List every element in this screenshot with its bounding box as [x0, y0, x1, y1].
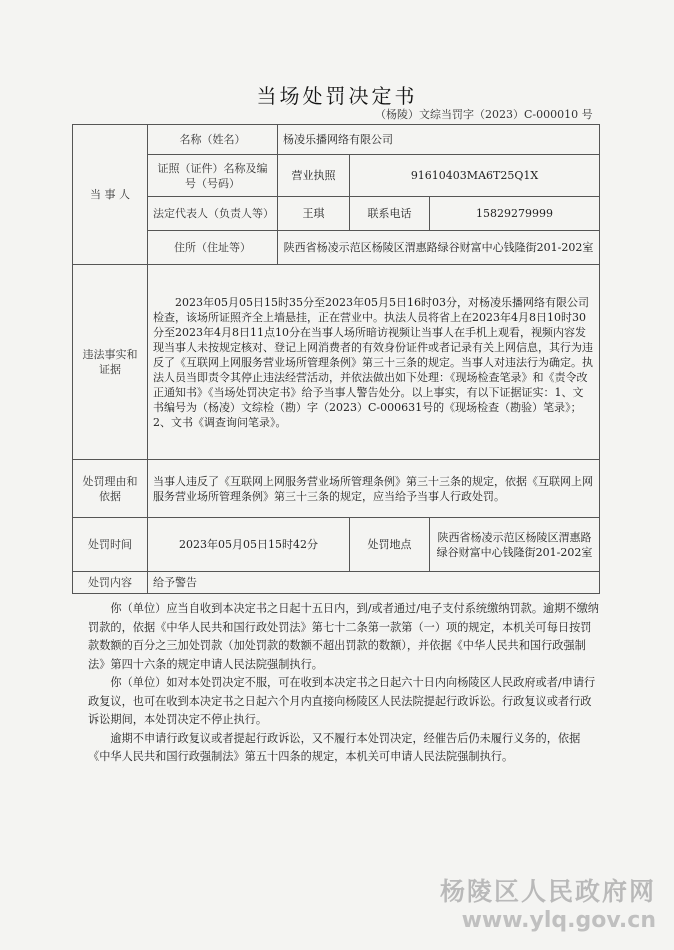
name-value: 杨凌乐播网络有限公司 [278, 125, 600, 155]
phone-label: 联系电话 [350, 197, 430, 231]
time-value: 2023年05月05日15时42分 [148, 518, 350, 572]
document-title: 当场处罚决定书 [256, 84, 418, 108]
place-label: 处罚地点 [350, 518, 430, 572]
basis-label: 处罚理由和依据 [73, 460, 148, 518]
address-value: 陕西省杨凌示范区杨陵区渭惠路绿谷财富中心钱隆街201-202室 [278, 231, 600, 265]
notice-block [88, 600, 600, 767]
document-number: （杨陵）文综当罚字（2023）C-000010 号 [375, 108, 593, 121]
notice-paragraph: 你（单位）如对本处罚决定不服，可在收到本决定书之日起六十日内向杨陵区人民政府或者/申请行政复议，也可在收到本决定书之日起六个月内直接向杨陵区人民法院提起行政诉讼。行政复议或者行政诉讼期间，本处罚决定不停止执行。 [88, 676, 596, 726]
facts-label: 违法事实和证据 [73, 265, 148, 460]
phone-value: 15829279999 [430, 197, 600, 231]
time-label: 处罚时间 [73, 518, 148, 572]
name-label: 名称（姓名） [148, 125, 278, 155]
content-label: 处罚内容 [73, 572, 148, 594]
watermark-url: www.ylq.gov.cn [461, 908, 656, 933]
place-value: 陕西省杨凌示范区杨陵区渭惠路绿谷财富中心钱隆街201-202室 [430, 518, 600, 572]
id-number: 91610403MA6T25Q1X [350, 155, 600, 197]
representative-value: 王琪 [278, 197, 350, 231]
watermark-title: 杨陵区人民政府网 [439, 877, 656, 906]
notice-paragraph: 你（单位）应当自收到本决定书之日起十五日内，到/或者通过/电子支付系统缴纳罚款。逾期不缴纳罚款的，依据《中华人民共和国行政处罚法》第七十二条第一款第（一）项的规定，本机关可每日按罚款数额的百分之三加处罚款（加处罚款的数额不超出罚款的数额），并依据《中华人民共和国行政强制法》第四十六条的规定申请人民法院强制执行。 [88, 602, 599, 671]
id-type: 营业执照 [278, 155, 350, 197]
basis-text: 当事人违反了《互联网上网服务营业场所管理条例》第三十三条的规定，依据《互联网上网服务营业场所管理条例》第三十三条的规定，应当给予当事人行政处罚。 [148, 460, 600, 518]
id-label: 证照（证件）名称及编号（号码） [148, 155, 278, 197]
penalty-table [72, 124, 600, 594]
notice-paragraph: 逾期不申请行政复议或者提起行政诉讼，又不履行本处罚决定，经催告后仍未履行义务的，依据《中华人民共和国行政强制法》第五十四条的规定，本机关可申请人民法院强制执行。 [88, 731, 581, 763]
representative-label: 法定代表人（负责人等） [148, 197, 278, 231]
facts-text: 2023年05月05日15时35分至2023年05月5日16时03分，对杨凌乐播网络有限公司检查，该场所证照齐全上墙悬挂，正在营业中。执法人员将省上在2023年4月8日10时30分至2023年4月8日11点10分在当事人场所暗访视频让当事人在手机上观看，视频内容发现当事人未按规定核对、登记上网消费者的有效身份证件或者记录有关上网信息，其行为违反了《互联网上网服务营业场所管理条例》第三十三条的规定。当事人对违法行为确定。执法人员当即责令其停止违法经营活动，并依法做出如下处理：《现场检查笔录》和《责令改正通知书》《当场处罚决定书》给予当事人警告处分。以上事实，有以下证据证实：1、文书编号为（杨凌）文综检（勘）字（2023）C-000631号的《现场检查（勘验）笔录》；2、文书《调查询问笔录》。 [148, 265, 600, 460]
address-label: 住所（住址等） [148, 231, 278, 265]
content-value: 给予警告 [148, 572, 600, 594]
party-section-label: 当 事 人 [73, 125, 148, 265]
